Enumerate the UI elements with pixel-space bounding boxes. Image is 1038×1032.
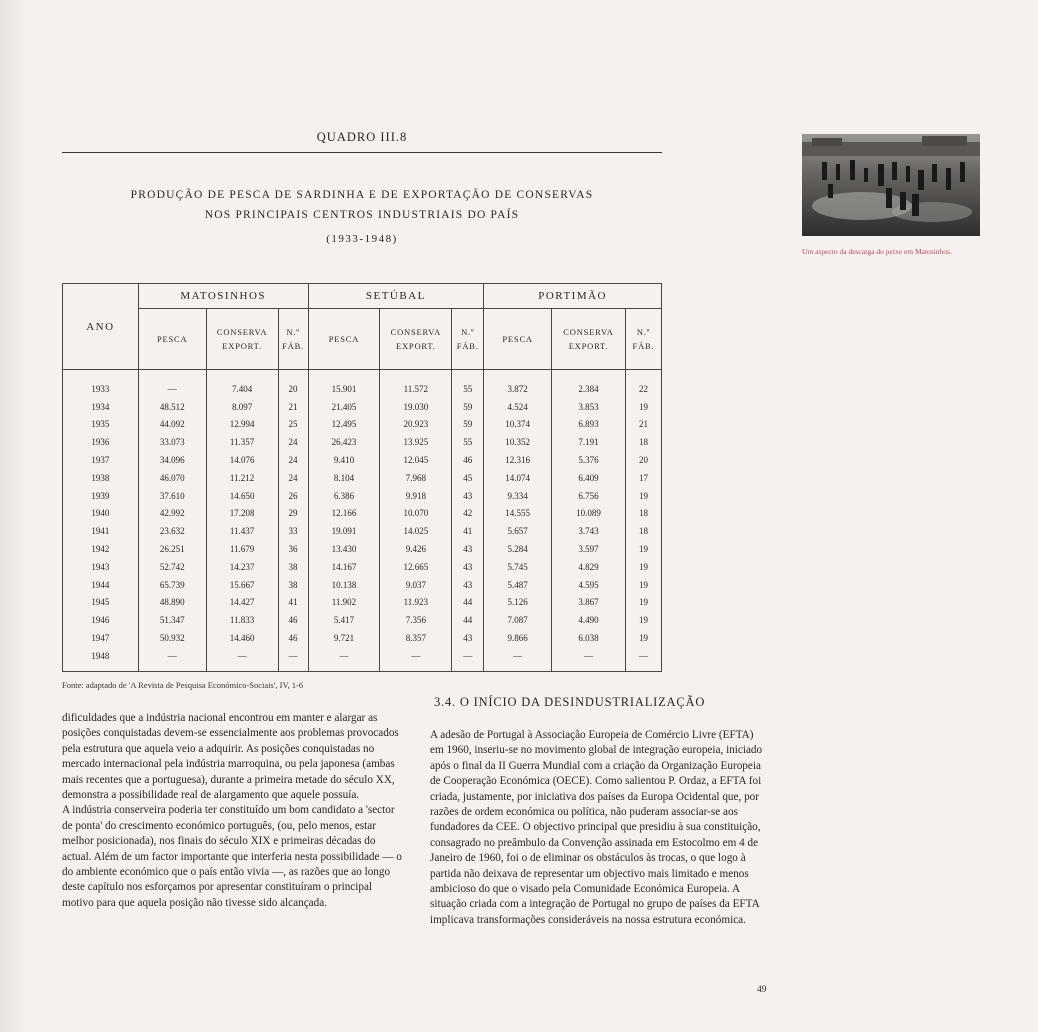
header-matosinhos: MATOSINHOS (138, 284, 308, 309)
left-paragraph-2: A indústria conserveira poderia ter constituído um bom candidato a 'sector de ponta' do crescimento económico português, (ou, pelo menos, estar melhor posicionada), nos finais do século XIX e primeiras décadas do actual. Além de um factor importante que interferia nesta possibilidade — o do ambiente económico que o país então vivia —, as razões que ao longo deste capítulo nos esforçamos por apresentar constituíram o principal motivo para que aquela posição não tivesse sido alcançada. (62, 804, 402, 909)
table-row (63, 594, 662, 612)
table-row (63, 505, 662, 523)
cell-matosinhos-nfab: 24 (278, 451, 308, 469)
cell-portimao-pesca: 5.745 (484, 558, 552, 576)
cell-matosinhos-conserva: 11.679 (206, 540, 278, 558)
cell-setubal-pesca: 6.386 (308, 487, 380, 505)
cell-portimao-pesca: 4.524 (484, 398, 552, 416)
cell-setubal-nfab: 43 (452, 558, 484, 576)
cell-matosinhos-conserva: 15.667 (206, 576, 278, 594)
cell-matosinhos-pesca: 51.347 (138, 611, 206, 629)
cell-matosinhos-nfab: 20 (278, 380, 308, 398)
cell-setubal-pesca: 19.091 (308, 522, 380, 540)
subheader-pesca-portimao: PESCA (484, 309, 552, 370)
cell-matosinhos-pesca: 46.070 (138, 469, 206, 487)
table-bottom-pad (63, 665, 662, 672)
spacer-cell (206, 370, 278, 381)
subheader-nfab-line1: N.º (461, 327, 475, 337)
pad-cell (138, 665, 206, 672)
cell-portimao-nfab: 21 (625, 416, 661, 434)
table-row (63, 380, 662, 398)
sardine-data-table (62, 283, 662, 672)
cell-ano: 1942 (63, 540, 139, 558)
cell-matosinhos-conserva: 14.460 (206, 629, 278, 647)
spacer-cell (308, 370, 380, 381)
cell-portimao-nfab: 17 (625, 469, 661, 487)
spacer-cell (278, 370, 308, 381)
cell-setubal-conserva: 11.923 (380, 594, 452, 612)
table-row (63, 576, 662, 594)
cell-setubal-conserva: 9.426 (380, 540, 452, 558)
cell-portimao-conserva: 3.867 (552, 594, 626, 612)
cell-ano: 1937 (63, 451, 139, 469)
table-body (63, 370, 662, 672)
table-row (63, 522, 662, 540)
cell-setubal-pesca: 9.410 (308, 451, 380, 469)
section-title: 3.4. O INÍCIO DA DESINDUSTRIALIZAÇÃO (434, 695, 706, 709)
cell-matosinhos-pesca: 42.992 (138, 505, 206, 523)
subheader-conserva-line1: CONSERVA (563, 327, 614, 337)
table-row (63, 540, 662, 558)
cell-matosinhos-nfab: 29 (278, 505, 308, 523)
cell-matosinhos-conserva: 12.994 (206, 416, 278, 434)
spacer-cell (484, 370, 552, 381)
right-paragraph: A adesão de Portugal à Associação Europeia de Comércio Livre (EFTA) em 1960, inseriu-se no movimento global de integração europeia, iniciado após o final da II Guerra Mundial com a criação da Organização Europeia de Cooperação Económica (OECE). Como salientou P. Ordaz, a EFTA foi criada, justamente, por iniciativa dos países da Europa Ocidental que, por razões de ordem económica ou política, não puderam associar-se aos fundadores da CEE. O objectivo principal que presidiu à sua constituição, consagrado no preâmbulo da Convenção assinada em Estocolmo em 4 de Janeiro de 1960, foi o de eliminar os obstáculos às trocas, o que logo à partida não deixava de representar um objectivo mais limitado e menos ambicioso do que o visado pela Comunidade Económica Europeia. A situação criada com a integração de Portugal no grupo de países da EFTA implicava transformações consideráveis na nossa estrutura económica. (430, 729, 763, 926)
cell-matosinhos-conserva: 11.357 (206, 433, 278, 451)
photo-caption: Um aspecto da descarga do peixe em Matosinhos. (802, 247, 952, 256)
pad-cell (63, 665, 139, 672)
title-rule (62, 152, 662, 153)
photo-fish-unloading (802, 134, 980, 236)
subheader-pesca-setubal: PESCA (308, 309, 380, 370)
cell-matosinhos-pesca: 26.251 (138, 540, 206, 558)
cell-setubal-pesca: 21.405 (308, 398, 380, 416)
spacer-cell (63, 370, 139, 381)
cell-portimao-pesca: 9.866 (484, 629, 552, 647)
cell-matosinhos-nfab: 36 (278, 540, 308, 558)
cell-portimao-nfab: 19 (625, 558, 661, 576)
header-setubal: SETÚBAL (308, 284, 484, 309)
cell-portimao-conserva: 10.089 (552, 505, 626, 523)
cell-portimao-pesca: 14.074 (484, 469, 552, 487)
table-title-line-2: NOS PRINCIPAIS CENTROS INDUSTRIAIS DO PAÍS (204, 209, 520, 221)
spacer-cell (552, 370, 626, 381)
subheader-conserva-setubal (380, 309, 452, 370)
subheader-conserva-line1: CONSERVA (216, 327, 268, 337)
cell-portimao-conserva: 3.853 (552, 398, 626, 416)
table-row (63, 451, 662, 469)
cell-matosinhos-nfab: 25 (278, 416, 308, 434)
cell-matosinhos-conserva: 14.650 (206, 487, 278, 505)
cell-matosinhos-nfab: 33 (278, 522, 308, 540)
quadro-title: QUADRO III.8 (316, 130, 408, 144)
spacer-cell (138, 370, 206, 381)
cell-ano: 1933 (63, 380, 139, 398)
cell-portimao-pesca: 9.334 (484, 487, 552, 505)
cell-portimao-pesca: 5.126 (484, 594, 552, 612)
cell-portimao-pesca: 5.657 (484, 522, 552, 540)
pad-cell (452, 665, 484, 672)
page-number: 49 (757, 985, 767, 995)
cell-portimao-conserva: 3.597 (552, 540, 626, 558)
cell-setubal-conserva: 8.357 (380, 629, 452, 647)
cell-portimao-nfab: 22 (625, 380, 661, 398)
cell-portimao-nfab: 19 (625, 611, 661, 629)
table-row (63, 469, 662, 487)
cell-portimao-conserva: 4.829 (552, 558, 626, 576)
cell-portimao-conserva: 4.490 (552, 611, 626, 629)
cell-matosinhos-pesca: 33.073 (138, 433, 206, 451)
cell-ano: 1938 (63, 469, 139, 487)
cell-portimao-pesca: 12.316 (484, 451, 552, 469)
cell-setubal-nfab: 43 (452, 487, 484, 505)
cell-setubal-pesca: 10.138 (308, 576, 380, 594)
cell-portimao-nfab: 19 (625, 594, 661, 612)
cell-setubal-nfab: 59 (452, 398, 484, 416)
cell-matosinhos-conserva: 14.427 (206, 594, 278, 612)
cell-ano: 1941 (63, 522, 139, 540)
cell-setubal-nfab: 43 (452, 576, 484, 594)
cell-portimao-conserva: 6.038 (552, 629, 626, 647)
cell-matosinhos-pesca: — (138, 647, 206, 665)
cell-portimao-conserva: 4.595 (552, 576, 626, 594)
source-note: Fonte: adaptado de 'A Revista de Pesquisa Económico-Sociais', IV, 1-6 (62, 680, 304, 690)
cell-matosinhos-nfab: 24 (278, 433, 308, 451)
cell-matosinhos-pesca: 34.096 (138, 451, 206, 469)
table-row (63, 487, 662, 505)
cell-portimao-nfab: 19 (625, 487, 661, 505)
page-gutter-shade (0, 0, 26, 1032)
cell-setubal-pesca: 14.167 (308, 558, 380, 576)
table-title-years: (1933-1948) (326, 233, 398, 245)
cell-setubal-nfab: 55 (452, 433, 484, 451)
cell-ano: 1936 (63, 433, 139, 451)
cell-setubal-conserva: 7.968 (380, 469, 452, 487)
subheader-nfab-line2: FÁB. (456, 341, 479, 351)
cell-matosinhos-conserva: 14.076 (206, 451, 278, 469)
cell-portimao-conserva: 3.743 (552, 522, 626, 540)
cell-setubal-conserva: 19.030 (380, 398, 452, 416)
cell-portimao-conserva: 6.893 (552, 416, 626, 434)
cell-ano: 1948 (63, 647, 139, 665)
table-row (63, 416, 662, 434)
cell-matosinhos-pesca: 52.742 (138, 558, 206, 576)
subheader-conserva-matosinhos (206, 309, 278, 370)
cell-setubal-nfab: 46 (452, 451, 484, 469)
cell-setubal-nfab: 41 (452, 522, 484, 540)
pad-cell (625, 665, 661, 672)
subheader-nfab-line2: FÁB. (282, 341, 304, 351)
cell-setubal-conserva: 7.356 (380, 611, 452, 629)
left-paragraph-1: dificuldades que a indústria nacional encontrou em manter e alargar as posições conquistadas devem-se essencialmente aos problemas provocados pela estrutura que aquela veio a adquirir. As posições conquistadas no mercado internacional pela indústria marroquina, ou pela japonesa (ambas mais recentes que a portuguesa), durante a primeira metade do século XX, demonstra a possibilidade real de alargamento que aquele possuía. (62, 712, 399, 802)
cell-setubal-conserva: — (380, 647, 452, 665)
cell-matosinhos-conserva: 11.437 (206, 522, 278, 540)
cell-portimao-nfab: 19 (625, 540, 661, 558)
spacer-cell (625, 370, 661, 381)
header-ano: ANO (63, 284, 139, 370)
cell-matosinhos-nfab: 38 (278, 558, 308, 576)
left-column-text (62, 711, 406, 911)
cell-matosinhos-nfab: — (278, 647, 308, 665)
subheader-nfab-line1: N.º (286, 327, 300, 337)
cell-matosinhos-conserva: 11.833 (206, 611, 278, 629)
subheader-conserva-portimao (552, 309, 626, 370)
cell-portimao-pesca: 5.487 (484, 576, 552, 594)
cell-matosinhos-nfab: 26 (278, 487, 308, 505)
cell-setubal-nfab: 55 (452, 380, 484, 398)
cell-matosinhos-conserva: 17.208 (206, 505, 278, 523)
cell-ano: 1943 (63, 558, 139, 576)
pad-cell (484, 665, 552, 672)
cell-setubal-conserva: 10.070 (380, 505, 452, 523)
cell-portimao-pesca: — (484, 647, 552, 665)
cell-setubal-nfab: 44 (452, 611, 484, 629)
cell-ano: 1940 (63, 505, 139, 523)
cell-setubal-conserva: 14.025 (380, 522, 452, 540)
cell-portimao-conserva: 6.409 (552, 469, 626, 487)
cell-setubal-conserva: 13.925 (380, 433, 452, 451)
subheader-nfab-portimao (625, 309, 661, 370)
table-row (63, 647, 662, 665)
cell-matosinhos-nfab: 38 (278, 576, 308, 594)
cell-setubal-nfab: 43 (452, 540, 484, 558)
cell-setubal-conserva: 12.665 (380, 558, 452, 576)
cell-portimao-nfab: 18 (625, 522, 661, 540)
cell-portimao-conserva: 6.756 (552, 487, 626, 505)
cell-setubal-conserva: 9.037 (380, 576, 452, 594)
cell-portimao-pesca: 10.352 (484, 433, 552, 451)
table-row (63, 398, 662, 416)
cell-matosinhos-nfab: 24 (278, 469, 308, 487)
table-row (63, 558, 662, 576)
cell-matosinhos-pesca: 50.932 (138, 629, 206, 647)
subheader-conserva-line1: CONSERVA (390, 327, 442, 337)
cell-portimao-pesca: 7.087 (484, 611, 552, 629)
cell-ano: 1945 (63, 594, 139, 612)
cell-matosinhos-pesca: 37.610 (138, 487, 206, 505)
cell-portimao-nfab: 20 (625, 451, 661, 469)
cell-portimao-pesca: 10.374 (484, 416, 552, 434)
subheader-row (63, 309, 662, 370)
cell-matosinhos-conserva: 14.237 (206, 558, 278, 576)
right-column-text (430, 728, 766, 928)
cell-setubal-nfab: 59 (452, 416, 484, 434)
cell-portimao-conserva: — (552, 647, 626, 665)
subheader-nfab-setubal (452, 309, 484, 370)
cell-setubal-conserva: 20.923 (380, 416, 452, 434)
cell-setubal-pesca: 5.417 (308, 611, 380, 629)
spacer-cell (380, 370, 452, 381)
cell-matosinhos-nfab: 46 (278, 611, 308, 629)
cell-ano: 1947 (63, 629, 139, 647)
cell-setubal-conserva: 11.572 (380, 380, 452, 398)
cell-matosinhos-pesca: 48.890 (138, 594, 206, 612)
cell-setubal-pesca: 8.104 (308, 469, 380, 487)
cell-matosinhos-pesca: 65.739 (138, 576, 206, 594)
cell-matosinhos-pesca: 48.512 (138, 398, 206, 416)
pad-cell (308, 665, 380, 672)
subheader-nfab-matosinhos (278, 309, 308, 370)
cell-portimao-conserva: 2.384 (552, 380, 626, 398)
subheader-conserva-line2: EXPORT. (395, 341, 436, 351)
cell-matosinhos-pesca: 23.632 (138, 522, 206, 540)
cell-matosinhos-nfab: 21 (278, 398, 308, 416)
cell-matosinhos-conserva: 11.212 (206, 469, 278, 487)
subheader-nfab-line1: N.º (636, 327, 651, 337)
cell-portimao-conserva: 7.191 (552, 433, 626, 451)
cell-setubal-pesca: 26.423 (308, 433, 380, 451)
cell-portimao-nfab: 19 (625, 629, 661, 647)
subheader-conserva-line2: EXPORT. (222, 341, 262, 351)
cell-ano: 1944 (63, 576, 139, 594)
cell-portimao-nfab: 19 (625, 576, 661, 594)
cell-matosinhos-conserva: 7.404 (206, 380, 278, 398)
pad-cell (278, 665, 308, 672)
cell-setubal-conserva: 9.918 (380, 487, 452, 505)
cell-portimao-nfab: 19 (625, 398, 661, 416)
cell-matosinhos-nfab: 46 (278, 629, 308, 647)
cell-setubal-nfab: 42 (452, 505, 484, 523)
cell-setubal-pesca: 9.721 (308, 629, 380, 647)
cell-setubal-pesca: 12.166 (308, 505, 380, 523)
cell-portimao-pesca: 5.284 (484, 540, 552, 558)
cell-setubal-conserva: 12.045 (380, 451, 452, 469)
pad-cell (552, 665, 626, 672)
cell-setubal-nfab: 43 (452, 629, 484, 647)
cell-setubal-pesca: 13.430 (308, 540, 380, 558)
cell-matosinhos-nfab: 41 (278, 594, 308, 612)
cell-portimao-nfab: — (625, 647, 661, 665)
cell-ano: 1934 (63, 398, 139, 416)
cell-matosinhos-conserva: — (206, 647, 278, 665)
cell-portimao-nfab: 18 (625, 505, 661, 523)
pad-cell (206, 665, 278, 672)
table-row (63, 629, 662, 647)
spacer-cell (452, 370, 484, 381)
pad-cell (380, 665, 452, 672)
cell-ano: 1946 (63, 611, 139, 629)
cell-setubal-nfab: 44 (452, 594, 484, 612)
cell-ano: 1935 (63, 416, 139, 434)
cell-portimao-pesca: 14.555 (484, 505, 552, 523)
cell-setubal-nfab: — (452, 647, 484, 665)
cell-portimao-conserva: 5.376 (552, 451, 626, 469)
cell-portimao-pesca: 3.872 (484, 380, 552, 398)
cell-ano: 1939 (63, 487, 139, 505)
cell-setubal-pesca: — (308, 647, 380, 665)
cell-matosinhos-pesca: — (138, 380, 206, 398)
cell-setubal-pesca: 15.901 (308, 380, 380, 398)
table-row (63, 611, 662, 629)
table-title-line-1: PRODUÇÃO DE PESCA DE SARDINHA E DE EXPORTAÇÃO DE CONSERVAS (130, 189, 594, 201)
cell-matosinhos-pesca: 44.092 (138, 416, 206, 434)
cell-portimao-nfab: 18 (625, 433, 661, 451)
table-row (63, 433, 662, 451)
subheader-pesca-matosinhos: PESCA (138, 309, 206, 370)
cell-setubal-pesca: 12.495 (308, 416, 380, 434)
cell-matosinhos-conserva: 8.097 (206, 398, 278, 416)
subheader-nfab-line2: FÁB. (632, 341, 655, 351)
cell-setubal-nfab: 45 (452, 469, 484, 487)
subheader-conserva-line2: EXPORT. (568, 341, 609, 351)
table-spacer-row (63, 370, 662, 381)
cell-setubal-pesca: 11.902 (308, 594, 380, 612)
header-portimao: PORTIMÃO (484, 284, 662, 309)
